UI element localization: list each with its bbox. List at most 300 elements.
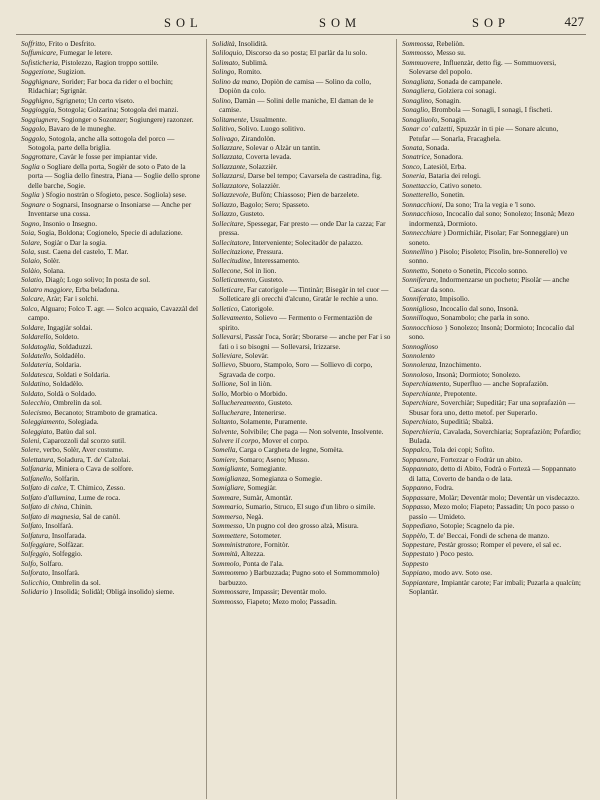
dictionary-entry bbox=[402, 351, 581, 360]
entry-definition: Fornitòr. bbox=[264, 540, 290, 550]
dictionary-entry bbox=[21, 502, 201, 511]
entry-definition: Cavàr le fosse per impiantar vide. bbox=[58, 152, 158, 162]
entry-definition: Ombrelin da sol. bbox=[51, 577, 101, 587]
entry-definition: Cativo soneto. bbox=[439, 180, 482, 190]
entry-definition: Molàr; Deventàr molo; Deventàr un visdecazzo. bbox=[439, 492, 580, 502]
dictionary-entry bbox=[21, 238, 201, 247]
entry-definition: Bufòn; Chiassoso; Pien de barzelete. bbox=[251, 190, 359, 200]
dictionary-entry bbox=[21, 228, 201, 237]
entry-definition: Sogia, Boldona; Cogionelo, Specie di adulazione. bbox=[37, 228, 183, 238]
entry-definition: Sogiàr o Dar la sogia. bbox=[43, 237, 107, 247]
dictionary-entry bbox=[212, 247, 391, 256]
entry-definition: Impiantàr carote; Far imbali; Puzarla a qualcùn; Soplantàr. bbox=[409, 577, 581, 597]
dictionary-entry bbox=[402, 323, 581, 342]
dictionary-entry bbox=[21, 275, 201, 284]
dictionary-entry bbox=[21, 256, 201, 265]
entry-headword: Sonaglio, bbox=[402, 105, 430, 115]
entry-headword: Sonco, bbox=[402, 161, 422, 171]
entry-definition: Batùo dal sol. bbox=[55, 426, 97, 436]
entry-headword: Sonnacchioso, bbox=[402, 209, 445, 219]
entry-headword: Sonnilloquo, bbox=[402, 313, 440, 323]
entry-headword: Solfato di magnesia, bbox=[21, 511, 81, 521]
dictionary-entry bbox=[402, 275, 581, 294]
entry-definition: Solievo — Fermento o Fermentaziòn de spirito. bbox=[219, 313, 373, 332]
dictionary-entry bbox=[402, 228, 581, 247]
entry-definition: Darse bel tempo; Cavarsela de castradina, fig. bbox=[247, 171, 382, 181]
entry-headword: Solino da mano, bbox=[212, 76, 260, 86]
dictionary-entry bbox=[212, 304, 391, 313]
entry-definition: Solfeggio. bbox=[52, 549, 83, 559]
entry-headword: Soleni, bbox=[21, 436, 42, 446]
dictionary-entry bbox=[212, 200, 391, 209]
dictionary-entry bbox=[21, 521, 201, 530]
entry-headword: Somella, bbox=[212, 445, 238, 455]
entry-headword: Sollione, bbox=[212, 379, 238, 389]
entry-headword: Soldatoglia, bbox=[21, 341, 57, 351]
entry-headword: Sonar co' calzetti, bbox=[402, 124, 455, 134]
entry-definition: Soverchiàr; Supeditàr; Far una soprafaziòn — Sbusar fora uno, detto metof. per Superarlo. bbox=[409, 398, 576, 417]
dictionary-entry bbox=[21, 540, 201, 549]
entry-definition: Incocalìo dal sono, Insonà. bbox=[440, 303, 519, 313]
entry-definition: Zirandolòn. bbox=[241, 133, 276, 143]
entry-definition: Discorso da so posta; El parlàr da lu solo. bbox=[245, 48, 368, 58]
dictionary-entry bbox=[212, 96, 391, 115]
entry-definition: ) Pisolo; Pisoleto; Pisolìn, bre-Sonnerello) ve sonno. bbox=[409, 246, 568, 266]
entry-headword: Soldarello, bbox=[21, 332, 53, 342]
dictionary-entry bbox=[21, 455, 201, 464]
dictionary-entry bbox=[212, 597, 391, 606]
entry-definition: Sal de canòl. bbox=[82, 511, 121, 521]
entry-definition: Fumegar le letere. bbox=[59, 48, 113, 58]
entry-headword: Soppestato bbox=[402, 549, 435, 559]
entry-definition: Altezza. bbox=[240, 549, 265, 559]
dictionary-entry bbox=[212, 143, 391, 152]
dictionary-entry bbox=[402, 181, 581, 190]
dictionary-entry bbox=[402, 549, 581, 558]
entry-headword: Solitivo, bbox=[212, 124, 237, 134]
entry-definition: Erba beladona. bbox=[75, 284, 120, 294]
entry-headword: Sonagliera, bbox=[402, 86, 436, 96]
dictionary-entry bbox=[402, 360, 581, 369]
dictionary-entry bbox=[402, 455, 581, 464]
entry-headword: Solleticamento, bbox=[212, 275, 258, 285]
entry-headword: Soglia bbox=[21, 161, 40, 171]
entry-headword: Soldateria, bbox=[21, 360, 54, 370]
entry-definition: Impassir; Deventàr molo. bbox=[252, 587, 327, 597]
entry-definition: Fiapeto; Mezo molo; Passadin. bbox=[246, 596, 337, 606]
entry-definition: Sol in lion. bbox=[244, 265, 277, 275]
dictionary-entry bbox=[402, 48, 581, 57]
entry-definition: Solevar o Alzàr un tantin. bbox=[245, 142, 321, 152]
entry-definition: Sogionger o Sozonzer; Sogiungere) razonzer. bbox=[61, 114, 194, 124]
dictionary-entry bbox=[212, 389, 391, 398]
dictionary-entry bbox=[212, 540, 391, 549]
entry-headword: Solidità, bbox=[212, 39, 237, 48]
dictionary-entry bbox=[212, 332, 391, 351]
dictionary-entry bbox=[402, 209, 581, 228]
entry-definition: Sotogola; Golzarina; Sotogola dei manzi. bbox=[57, 105, 179, 115]
entry-definition: Dopiòn de camisa — Solino da collo, Dopiòn da colo. bbox=[219, 76, 372, 96]
entry-headword: Soldato, bbox=[21, 388, 46, 398]
dictionary-entry bbox=[402, 540, 581, 549]
dictionary-entry bbox=[402, 398, 581, 417]
entry-headword: Solco, bbox=[21, 303, 40, 313]
entry-definition: Mezo molo; Fiapeto; Passadin; Un poco passo o passìo — Umideto. bbox=[409, 502, 575, 521]
dictionary-entry bbox=[21, 379, 201, 388]
entry-definition: Soldaria. bbox=[55, 360, 82, 370]
entry-headword: Sommario, bbox=[212, 502, 244, 512]
dictionary-entry bbox=[212, 493, 391, 502]
dictionary-entry bbox=[212, 152, 391, 161]
dictionary-entry bbox=[212, 124, 391, 133]
entry-definition: Sotogola, anche alla sottogola del porco — Sotogola, parte della briglia. bbox=[28, 133, 175, 152]
entry-headword: Sommesso, bbox=[212, 521, 245, 531]
entry-headword: Solino, bbox=[212, 95, 233, 105]
entry-headword: Soppestare, bbox=[402, 540, 436, 550]
entry-headword: Solatro maggiore, bbox=[21, 284, 74, 294]
dictionary-entry bbox=[21, 152, 201, 161]
entry-headword: Soneria, bbox=[402, 171, 427, 181]
column-2 bbox=[206, 39, 396, 799]
entry-definition: Sol in liòn. bbox=[239, 379, 272, 389]
entry-definition: Spuzzàr in ti pie — Sonare alcuno, Petufar — Sonarla, Fracaghela. bbox=[409, 124, 559, 143]
entry-definition: Solegiada. bbox=[68, 417, 99, 427]
entry-definition: Fodra. bbox=[434, 483, 454, 493]
entry-headword: Soldatino, bbox=[21, 379, 51, 389]
entry-definition: Sonadora. bbox=[433, 152, 464, 162]
dictionary-entry bbox=[21, 427, 201, 436]
entry-definition: Pressura. bbox=[256, 246, 284, 256]
entry-headword: Soperchiante, bbox=[402, 388, 443, 398]
entry-definition: Interessamento. bbox=[253, 256, 300, 266]
entry-headword: Solfatura, bbox=[21, 530, 50, 540]
entry-definition: T. Chimico, Zesso. bbox=[69, 483, 126, 493]
dictionary-entry bbox=[21, 67, 201, 76]
entry-headword: Sonnoloso, bbox=[402, 369, 435, 379]
entry-definition: Soneto o Sonetin, Piccolo sonno. bbox=[431, 265, 528, 275]
columns bbox=[16, 39, 586, 799]
entry-headword: Solletico, bbox=[212, 303, 240, 313]
entry-headword: Sollazzevole, bbox=[212, 190, 250, 200]
entry-headword: Soleggiato, bbox=[21, 426, 55, 436]
entry-headword: Soglia bbox=[21, 190, 40, 200]
dictionary-entry bbox=[21, 578, 201, 587]
entry-definition: Sonagin. bbox=[435, 95, 461, 105]
entry-definition: Ingagiàr soldai. bbox=[47, 322, 93, 332]
entry-headword: Sofisticheria, bbox=[21, 57, 60, 67]
entry-definition: Insolfarà. bbox=[51, 568, 80, 578]
entry-headword: Soperchiamento, bbox=[402, 379, 451, 389]
entry-headword: Soia, bbox=[21, 228, 36, 238]
dictionary-entry bbox=[21, 408, 201, 417]
entry-definition: ) Dormichiàr, Pisolar; Far Sonneggiare) un soneto. bbox=[409, 228, 569, 247]
entry-definition: sust. Caena del castelo, T. Mar. bbox=[37, 246, 129, 256]
entry-definition: Inzochimento. bbox=[439, 360, 482, 370]
dictionary-entry bbox=[21, 323, 201, 332]
entry-definition: Lume de roca. bbox=[78, 492, 121, 502]
dictionary-entry bbox=[21, 124, 201, 133]
dictionary-entry bbox=[402, 493, 581, 502]
entry-definition: Insolidità. bbox=[238, 39, 268, 48]
dictionary-entry bbox=[212, 190, 391, 199]
entry-headword: Sollazzatore, bbox=[212, 180, 250, 190]
dictionary-entry bbox=[212, 559, 391, 568]
entry-definition: ) Poco pesto. bbox=[435, 549, 474, 559]
entry-headword: Solcare, bbox=[21, 294, 45, 304]
dictionary-entry bbox=[402, 58, 581, 77]
entry-definition: Bagolo; Sero; Spasseto. bbox=[239, 199, 310, 209]
entry-definition: Interveniente; Solecitadòr de palazzo. bbox=[252, 237, 363, 247]
entry-headword: Solecismo, bbox=[21, 407, 53, 417]
dictionary-entry bbox=[21, 39, 201, 48]
entry-headword: Solleticare, bbox=[212, 284, 246, 294]
entry-headword: Solicchio, bbox=[21, 577, 50, 587]
entry-headword: Sollevarsi, bbox=[212, 332, 244, 342]
dictionary-entry bbox=[402, 171, 581, 180]
entry-definition: Sonagin. bbox=[440, 114, 467, 124]
entry-definition: Somegiante. bbox=[250, 464, 287, 474]
entry-headword: Solere, bbox=[21, 445, 42, 455]
dictionary-entry bbox=[21, 417, 201, 426]
entry-definition: Caparozzoli dal scorzo sutil. bbox=[42, 436, 126, 446]
header-middle-guideword: SOM bbox=[319, 16, 362, 30]
entry-definition: Catorigole. bbox=[241, 303, 274, 313]
entry-headword: Solfeggio, bbox=[21, 549, 51, 559]
entry-headword: Soppanno, bbox=[402, 483, 434, 493]
entry-definition: Solamente, Puramente. bbox=[239, 417, 308, 427]
entry-definition: Solfarin. bbox=[54, 473, 80, 483]
entry-headword: Sonnoglioso bbox=[402, 341, 439, 351]
entry-definition: modo avv. Soto ose. bbox=[433, 568, 493, 578]
dictionary-entry bbox=[212, 445, 391, 454]
entry-definition: Alguaro; Folco T. agr. — Solco acquaio, Cavazzàl del campo. bbox=[28, 303, 199, 323]
entry-headword: Solitamente, bbox=[212, 114, 249, 124]
dictionary-entry bbox=[212, 417, 391, 426]
entry-headword: Solingo, bbox=[212, 67, 237, 77]
entry-definition: Sotometer. bbox=[249, 530, 282, 540]
dictionary-entry bbox=[21, 190, 201, 199]
entry-headword: Solluchereamento, bbox=[212, 398, 267, 408]
dictionary-entry bbox=[402, 304, 581, 313]
entry-headword: Solare, bbox=[21, 237, 42, 247]
entry-headword: Solfo, bbox=[21, 558, 38, 568]
dictionary-entry bbox=[402, 531, 581, 540]
entry-headword: Sogno, bbox=[21, 218, 42, 228]
entry-definition: Gusteto. bbox=[259, 275, 284, 285]
dictionary-entry bbox=[402, 115, 581, 124]
dictionary-entry bbox=[212, 549, 391, 558]
entry-headword: Soggolo, bbox=[21, 133, 47, 143]
dictionary-entry bbox=[21, 559, 201, 568]
dictionary-entry bbox=[402, 162, 581, 171]
entry-headword: Soperchiato, bbox=[402, 417, 439, 427]
entry-definition: Influenzàr, detto fig. — Sommuoversi, Solevarse del popolo. bbox=[409, 57, 557, 77]
entry-headword: Soggezione, bbox=[21, 67, 57, 77]
entry-headword: Sommolo, bbox=[212, 558, 241, 568]
entry-headword: Soffumicare, bbox=[21, 48, 58, 58]
dictionary-entry bbox=[21, 219, 201, 228]
entry-definition: Incocalìo dal sono; Sonolezo; Insonà; Mezo indormenzà, Dormioto. bbox=[409, 209, 575, 228]
entry-headword: Soppassare, bbox=[402, 492, 438, 502]
dictionary-entry bbox=[21, 360, 201, 369]
entry-definition: Ombrelin da sol. bbox=[53, 398, 102, 408]
dictionary-entry bbox=[402, 39, 581, 48]
dictionary-entry bbox=[21, 247, 201, 256]
dictionary-entry bbox=[402, 342, 581, 351]
entry-headword: Soliloquio, bbox=[212, 48, 244, 58]
entry-definition: Chinin. bbox=[70, 502, 93, 512]
entry-headword: Sollecitazione, bbox=[212, 246, 255, 256]
entry-definition: Sonada. bbox=[425, 142, 450, 152]
entry-headword: Soppalco, bbox=[402, 445, 431, 455]
dictionary-entry bbox=[212, 379, 391, 388]
dictionary-entry bbox=[212, 568, 391, 587]
entry-headword: Solatio, bbox=[21, 275, 44, 285]
entry-headword: Sommossare, bbox=[212, 587, 251, 597]
entry-definition: Gusteto. bbox=[239, 209, 265, 219]
entry-headword: Soldatesca, bbox=[21, 369, 55, 379]
entry-definition: Gusteto. bbox=[268, 398, 293, 408]
dictionary-entry bbox=[212, 313, 391, 332]
entry-definition: Morbio o Morbido. bbox=[230, 388, 288, 398]
entry-headword: Solfanaria, bbox=[21, 464, 54, 474]
entry-definition: Solfaro. bbox=[39, 558, 63, 568]
entry-definition: Sorider; Far boca da rider o el bochin; Ridachiar; Sgrignàr. bbox=[28, 76, 173, 96]
dictionary-entry bbox=[212, 39, 391, 48]
dictionary-entry bbox=[212, 58, 391, 67]
entry-definition: Da sono; Tra la vegia e 'l sono. bbox=[445, 199, 536, 209]
entry-headword: Sollecitatore, bbox=[212, 237, 251, 247]
entry-headword: Solfanello, bbox=[21, 473, 53, 483]
entry-definition: Soldadèlo. bbox=[52, 379, 84, 389]
dictionary-entry bbox=[21, 474, 201, 483]
entry-definition: Sgrigneto; Un certo viseto. bbox=[55, 95, 135, 105]
dictionary-entry bbox=[212, 171, 391, 180]
entry-headword: Solivago, bbox=[212, 133, 240, 143]
entry-headword: Sonettaccio, bbox=[402, 180, 438, 190]
entry-definition: Impisolìo. bbox=[439, 294, 470, 304]
entry-headword: Solidario bbox=[21, 587, 49, 597]
entry-headword: Sommuovere, bbox=[402, 57, 442, 67]
dictionary-entry bbox=[21, 398, 201, 407]
entry-headword: Sommare, bbox=[212, 492, 242, 502]
dictionary-entry bbox=[402, 143, 581, 152]
dictionary-entry bbox=[212, 134, 391, 143]
entry-headword: Sollecitare, bbox=[212, 218, 246, 228]
dictionary-entry bbox=[402, 77, 581, 86]
entry-headword: Sogghigno, bbox=[21, 95, 55, 105]
entry-definition: Somegianza o Somegie. bbox=[251, 473, 323, 483]
entry-definition: T. de' Beccai, Fondi de schena de manzo. bbox=[429, 530, 550, 540]
dictionary-entry bbox=[212, 483, 391, 492]
entry-headword: Solimato, bbox=[212, 57, 240, 67]
dictionary-entry bbox=[212, 587, 391, 596]
entry-definition: Coverta levada. bbox=[245, 152, 292, 162]
entry-definition: Latesiòl, Erba. bbox=[423, 161, 467, 171]
dictionary-entry bbox=[402, 389, 581, 398]
dictionary-entry bbox=[212, 464, 391, 473]
entry-definition: Sublimà. bbox=[241, 57, 268, 67]
dictionary-entry bbox=[212, 48, 391, 57]
entry-headword: Solfato di calce, bbox=[21, 483, 69, 493]
dictionary-entry bbox=[212, 285, 391, 304]
entry-definition: ) Sfogio nostràn o Sfogieto, pesce. Sogliola) sese. bbox=[41, 190, 187, 200]
entry-headword: Solforato, bbox=[21, 568, 50, 578]
dictionary-entry bbox=[21, 445, 201, 454]
dictionary-entry bbox=[212, 266, 391, 275]
entry-headword: Sonata, bbox=[402, 142, 425, 152]
entry-definition: Rebeliòn. bbox=[436, 39, 465, 48]
entry-definition: Far catorigole — Tintinàr; Bisegàr in tel cuor — Solleticare gli orecchi d'alcuno, Gratàr le rechie a uno. bbox=[219, 284, 389, 304]
dictionary-entry bbox=[212, 181, 391, 190]
entry-definition: ) Insolidà; Solidàl; Obligà insolido) sieme. bbox=[50, 587, 175, 597]
entry-definition: o Sogliare della porta, Sogièr de soto o Pato de la porta — Soglia dello finestra, Piana — Soglie dello sprone delle barche, Sogie. bbox=[28, 161, 200, 190]
dictionary-entry bbox=[21, 549, 201, 558]
dictionary-entry bbox=[402, 152, 581, 161]
entry-definition: Messo su. bbox=[436, 48, 466, 58]
entry-definition: Bavaro de le muneghe. bbox=[48, 124, 116, 134]
dictionary-entry bbox=[402, 86, 581, 95]
entry-headword: Soggioggia, bbox=[21, 105, 57, 115]
dictionary-entry bbox=[21, 568, 201, 577]
dictionary-entry bbox=[402, 427, 581, 446]
entry-definition: Prepotente. bbox=[443, 388, 477, 398]
dictionary-entry bbox=[212, 162, 391, 171]
dictionary-entry bbox=[212, 115, 391, 124]
entry-definition: Sonada de campanele. bbox=[437, 76, 503, 86]
dictionary-entry bbox=[21, 115, 201, 124]
entry-headword: Sonetterello, bbox=[402, 190, 439, 200]
entry-headword: Somigliare, bbox=[212, 483, 246, 493]
entry-definition: Soldeto. bbox=[54, 332, 79, 342]
dictionary-entry bbox=[212, 67, 391, 76]
entry-definition: Sumario, Struco, El sugo d'un libro o simile. bbox=[245, 502, 376, 512]
dictionary-entry bbox=[21, 294, 201, 303]
entry-definition: Superfluo — anche Soprafaziòn. bbox=[452, 379, 549, 389]
entry-headword: Sonagliata, bbox=[402, 76, 436, 86]
entry-definition: o Sognarsi, Insognarse o Insoniarse — Anche per Inventarse una cossa. bbox=[28, 199, 192, 219]
dictionary-entry bbox=[21, 370, 201, 379]
entry-definition: Solazzièr. bbox=[248, 161, 278, 171]
dictionary-entry bbox=[402, 483, 581, 492]
entry-headword: Sonatrice, bbox=[402, 152, 432, 162]
entry-headword: Sommosso, bbox=[402, 48, 435, 58]
entry-headword: Soggiugnere, bbox=[21, 114, 60, 124]
dictionary-entry bbox=[21, 464, 201, 473]
entry-headword: Sollazzata, bbox=[212, 152, 244, 162]
dictionary-entry bbox=[21, 493, 201, 502]
entry-headword: Soldare, bbox=[21, 322, 46, 332]
entry-headword: Sonniferare, bbox=[402, 275, 439, 285]
entry-headword: Sollevamento, bbox=[212, 313, 254, 323]
dictionary-entry bbox=[21, 436, 201, 445]
entry-headword: Solvere il corpo, bbox=[212, 436, 261, 446]
dictionary-entry bbox=[21, 200, 201, 219]
entry-headword: Solleviare, bbox=[212, 350, 244, 360]
entry-definition: Miniera o Cava de solfore. bbox=[55, 464, 134, 474]
entry-headword: Sonnocchioso bbox=[402, 322, 443, 332]
entry-definition: Carga o Cargheta de legne, Somèta. bbox=[239, 445, 344, 455]
entry-headword: Sommossa, bbox=[402, 39, 435, 48]
dictionary-entry bbox=[402, 445, 581, 454]
column-3 bbox=[396, 39, 586, 799]
entry-headword: Sollo, bbox=[212, 388, 229, 398]
entry-definition: Mover el corpo. bbox=[262, 436, 309, 446]
entry-definition: Intenerirse. bbox=[253, 407, 287, 417]
entry-headword: Solfato d'allumina, bbox=[21, 492, 77, 502]
entry-headword: Soldatello, bbox=[21, 350, 53, 360]
entry-definition: Passàr l'oca, Soràr; Sborarse — anche per Far i so fati o i so bisogni — Sollevarsi, Irizzarse. bbox=[219, 332, 391, 351]
